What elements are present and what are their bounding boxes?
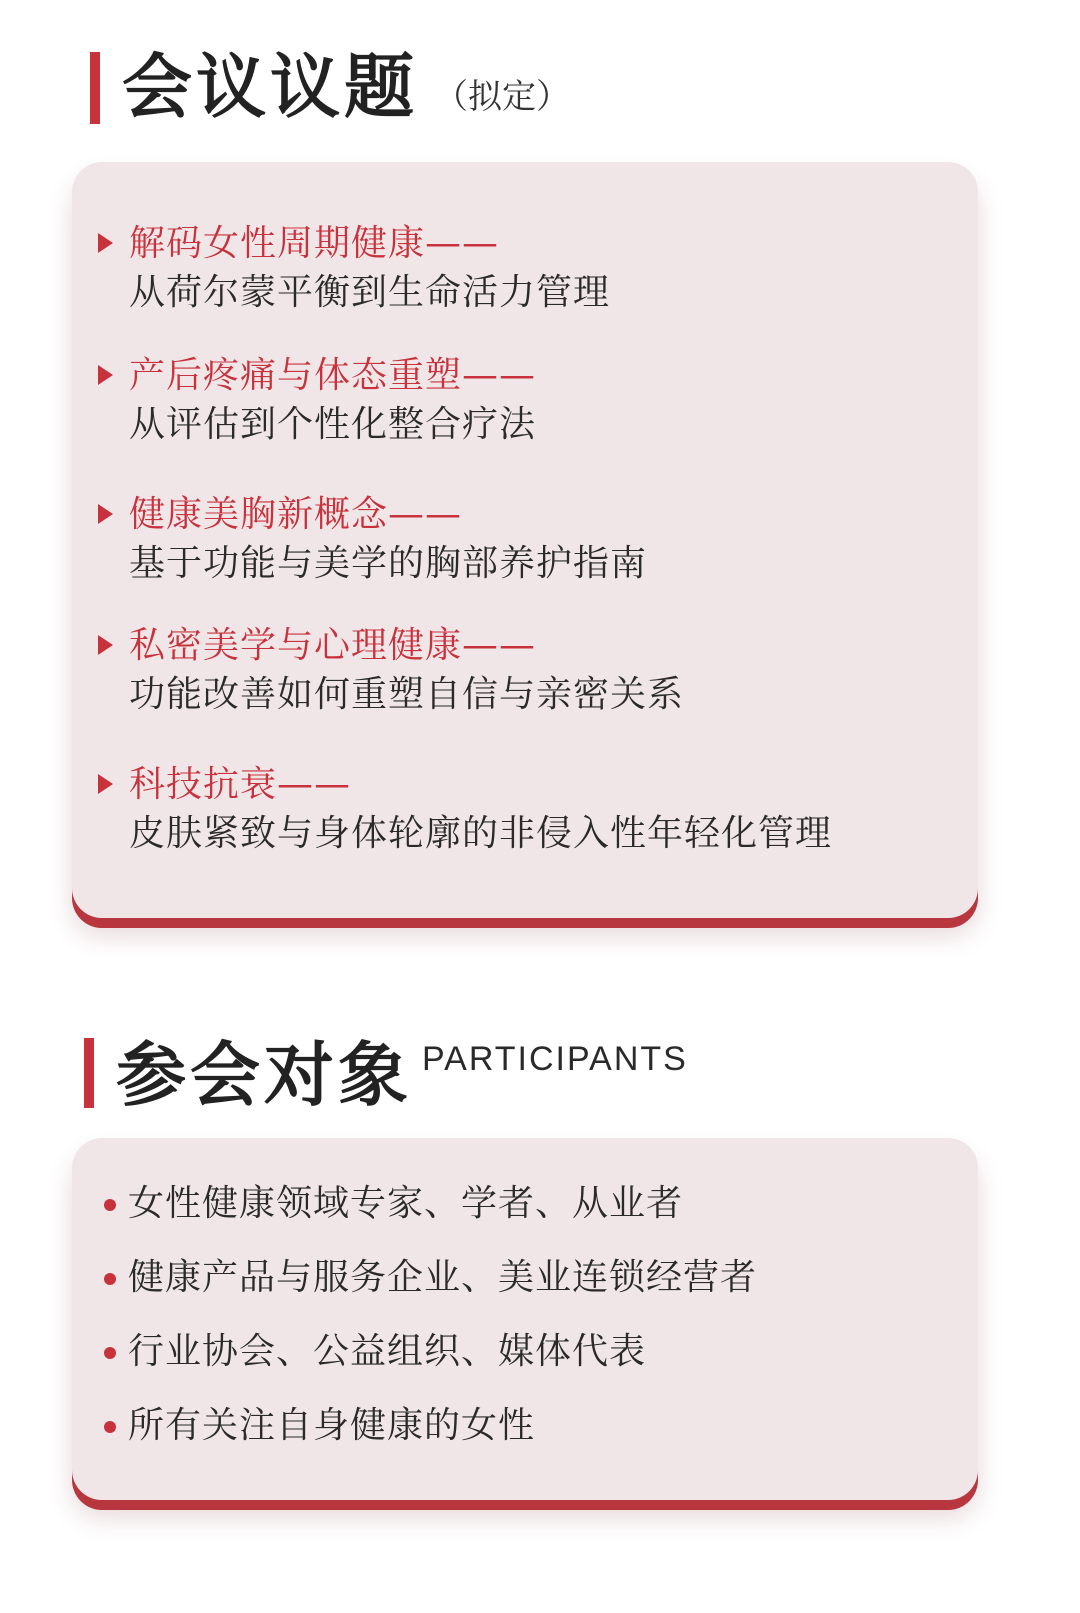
agenda-item-title: 科技抗衰—— [129, 764, 352, 805]
triangle-bullet-icon [98, 504, 113, 524]
agenda-item-title: 私密美学与心理健康—— [129, 625, 537, 666]
participant-label: 女性健康领域专家、学者、从业者 [128, 1183, 684, 1224]
list-item [72, 1182, 978, 1226]
agenda-item-title: 解码女性周期健康—— [129, 223, 500, 264]
participant-label: 行业协会、公益组织、媒体代表 [128, 1331, 647, 1372]
participant-label: 所有关注自身健康的女性 [128, 1405, 536, 1446]
agenda-header [90, 46, 570, 128]
participants-card [72, 1138, 978, 1500]
dot-bullet-icon [104, 1199, 116, 1211]
participants-header [84, 1034, 688, 1116]
list-item [72, 1404, 978, 1448]
triangle-bullet-icon [98, 635, 113, 655]
agenda-item-title: 健康美胸新概念—— [129, 494, 463, 535]
agenda-subtitle: （拟定） [434, 77, 570, 117]
triangle-bullet-icon [98, 233, 113, 253]
agenda-item-subtitle: 从评估到个性化整合疗法 [129, 404, 537, 445]
dot-bullet-icon [104, 1347, 116, 1359]
agenda-item-title: 产后疼痛与体态重塑—— [129, 355, 537, 396]
participants-title: 参会对象 [116, 1034, 412, 1116]
dot-bullet-icon [104, 1421, 116, 1433]
list-item [72, 1256, 978, 1300]
agenda-title: 会议议题 [122, 46, 418, 128]
agenda-item-subtitle: 从荷尔蒙平衡到生命活力管理 [129, 272, 611, 313]
triangle-bullet-icon [98, 365, 113, 385]
participants-subtitle: PARTICIPANTS [422, 1040, 688, 1078]
agenda-header-accent-bar [90, 52, 100, 124]
agenda-item-subtitle: 基于功能与美学的胸部养护指南 [129, 543, 648, 584]
dot-bullet-icon [104, 1273, 116, 1285]
triangle-bullet-icon [98, 774, 113, 794]
agenda-item-subtitle: 皮肤紧致与身体轮廓的非侵入性年轻化管理 [129, 813, 833, 854]
participant-label: 健康产品与服务企业、美业连锁经营者 [128, 1257, 758, 1298]
participants-header-accent-bar [84, 1038, 94, 1108]
agenda-item-subtitle: 功能改善如何重塑自信与亲密关系 [129, 674, 685, 715]
list-item [72, 1330, 978, 1374]
agenda-card [72, 162, 978, 918]
